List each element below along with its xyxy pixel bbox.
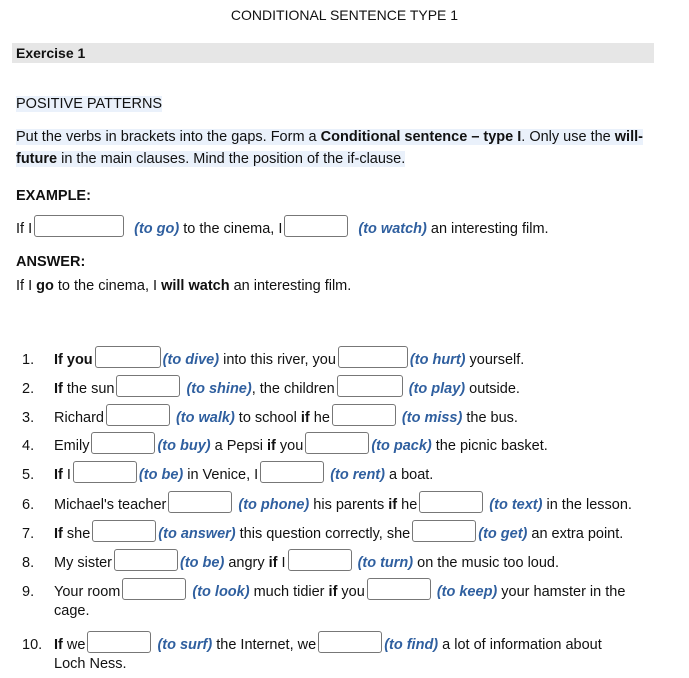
exercise-header-bar <box>12 43 654 63</box>
answer-bold: go <box>36 278 54 294</box>
item-text: outside. <box>465 381 520 397</box>
gap-input[interactable] <box>338 346 408 368</box>
item-text: I <box>62 467 71 483</box>
verb-hint: (to find) <box>384 637 439 653</box>
item-text: Richard <box>54 410 104 426</box>
gap-input[interactable] <box>412 520 476 542</box>
item-number: 6. <box>22 497 35 513</box>
list-item <box>22 578 625 600</box>
item-text: the picnic basket. <box>431 438 548 454</box>
instruction-line-2 <box>16 151 405 167</box>
list-item <box>22 346 524 368</box>
gap-input[interactable] <box>419 491 483 513</box>
item-text: to school <box>234 410 301 426</box>
verb-hint: (to hurt) <box>409 352 466 368</box>
example-text: If I <box>16 221 33 237</box>
item-text: much tidier <box>249 584 329 600</box>
item-text: Emily <box>54 438 90 454</box>
section-label <box>16 96 162 112</box>
list-item <box>22 491 632 513</box>
answer-bold: will watch <box>161 278 230 294</box>
verb-hint: (to get) <box>478 526 528 542</box>
list-item <box>22 461 433 483</box>
gap-input[interactable] <box>168 491 232 513</box>
item-text: Your room <box>54 584 121 600</box>
item-text: angry <box>224 555 269 571</box>
answer-label: ANSWER: <box>16 254 86 270</box>
example-hint: (to watch) <box>358 221 427 237</box>
list-item <box>22 375 520 397</box>
answer-text: to the cinema, I <box>53 278 162 294</box>
item-if: if <box>300 410 310 426</box>
gap-input[interactable] <box>288 549 352 571</box>
item-text: I <box>277 555 286 571</box>
example-gap-2[interactable] <box>284 215 348 237</box>
item-if: If <box>54 637 63 653</box>
instruction-text: Put the verbs in brackets into the gaps. Form a <box>16 129 321 145</box>
gap-input[interactable] <box>73 461 137 483</box>
item-text: an extra point. <box>527 526 624 542</box>
item-text: , the children <box>251 381 335 397</box>
verb-hint: (to shine) <box>186 381 252 397</box>
example-sentence <box>16 215 549 237</box>
instruction-line-1 <box>16 129 656 145</box>
item-text: this question correctly, she <box>235 526 411 542</box>
verb-hint: (to surf) <box>157 637 213 653</box>
list-item-continuation: cage. <box>54 603 90 619</box>
item-if: if <box>268 555 278 571</box>
verb-hint: (to dive) <box>162 352 220 368</box>
item-number: 9. <box>22 584 35 600</box>
section-label-text: POSITIVE PATTERNS <box>16 96 163 112</box>
item-number: 5. <box>22 467 35 483</box>
item-text: a Pepsi <box>210 438 268 454</box>
example-hint: (to go) <box>134 221 180 237</box>
item-text: on the music too loud. <box>413 555 560 571</box>
gap-input[interactable] <box>114 549 178 571</box>
page-title: CONDITIONAL SENTENCE TYPE 1 <box>230 7 459 23</box>
item-text: in the lesson. <box>542 497 632 513</box>
item-text: his parents <box>309 497 389 513</box>
gap-input[interactable] <box>106 404 170 426</box>
gap-input[interactable] <box>116 375 180 397</box>
instruction-bold: Conditional sentence – type I <box>320 129 522 145</box>
instruction-text: . Only use the <box>521 129 615 145</box>
verb-hint: (to be) <box>180 555 225 571</box>
item-if: If <box>54 467 63 483</box>
item-text: the sun <box>62 381 115 397</box>
gap-input[interactable] <box>91 432 155 454</box>
item-text: a lot of information about <box>438 637 602 653</box>
list-item <box>22 404 518 426</box>
list-item <box>22 631 602 653</box>
item-number: 2. <box>22 381 35 397</box>
item-text: yourself. <box>465 352 525 368</box>
instruction-bold: will- <box>614 129 643 145</box>
verb-hint: (to answer) <box>158 526 236 542</box>
gap-input[interactable] <box>95 346 161 368</box>
item-text: you <box>275 438 304 454</box>
verb-hint: (to miss) <box>401 410 463 426</box>
list-item <box>22 520 623 542</box>
verb-hint: (to phone) <box>238 497 310 513</box>
verb-hint: (to text) <box>489 497 543 513</box>
gap-input[interactable] <box>260 461 324 483</box>
answer-sentence <box>16 278 351 294</box>
list-item <box>22 432 548 454</box>
item-text: Michael's teacher <box>54 497 167 513</box>
verb-hint: (to rent) <box>330 467 385 483</box>
item-number: 8. <box>22 555 35 571</box>
item-text: If you <box>54 352 93 368</box>
gap-input[interactable] <box>122 578 186 600</box>
instruction-text: in the main clauses. Mind the position of the if-clause. <box>57 151 406 167</box>
item-number: 4. <box>22 438 35 454</box>
gap-input[interactable] <box>332 404 396 426</box>
list-item <box>22 549 559 571</box>
item-number: 1. <box>22 352 35 368</box>
item-if: If <box>54 381 63 397</box>
gap-input[interactable] <box>92 520 156 542</box>
item-if: if <box>388 497 398 513</box>
item-text: your hamster in the <box>497 584 626 600</box>
gap-input[interactable] <box>87 631 151 653</box>
item-if: if <box>328 584 338 600</box>
verb-hint: (to look) <box>192 584 250 600</box>
verb-hint: (to keep) <box>436 584 498 600</box>
item-text: we <box>62 637 86 653</box>
item-text: the bus. <box>462 410 518 426</box>
gap-input[interactable] <box>318 631 382 653</box>
item-text: you <box>337 584 365 600</box>
verb-hint: (to turn) <box>357 555 414 571</box>
item-if: if <box>267 438 276 454</box>
verb-hint: (to buy) <box>157 438 211 454</box>
verb-hint: (to be) <box>138 467 184 483</box>
item-text: into this river, you <box>219 352 336 368</box>
example-text: to the cinema, I <box>179 221 283 237</box>
example-text: an interesting film. <box>426 221 549 237</box>
item-text: in Venice, I <box>183 467 259 483</box>
item-number: 7. <box>22 526 35 542</box>
verb-hint: (to walk) <box>175 410 235 426</box>
answer-text: If I <box>16 278 37 294</box>
list-item-continuation: Loch Ness. <box>54 656 127 672</box>
example-label: EXAMPLE: <box>16 188 91 204</box>
item-text: a boat. <box>384 467 434 483</box>
item-if: If <box>54 526 63 542</box>
gap-input[interactable] <box>305 432 369 454</box>
gap-input[interactable] <box>367 578 431 600</box>
verb-hint: (to pack) <box>371 438 432 454</box>
item-text: he <box>309 410 330 426</box>
item-text: My sister <box>54 555 112 571</box>
example-gap-1[interactable] <box>34 215 124 237</box>
item-text: he <box>397 497 418 513</box>
item-number: 10. <box>22 637 43 653</box>
gap-input[interactable] <box>337 375 403 397</box>
item-number: 3. <box>22 410 35 426</box>
instruction-bold: future <box>16 151 58 167</box>
answer-text: an interesting film. <box>229 278 352 294</box>
item-text: the Internet, we <box>212 637 317 653</box>
item-text: she <box>62 526 91 542</box>
exercise-label: Exercise 1 <box>16 45 86 61</box>
verb-hint: (to play) <box>408 381 466 397</box>
